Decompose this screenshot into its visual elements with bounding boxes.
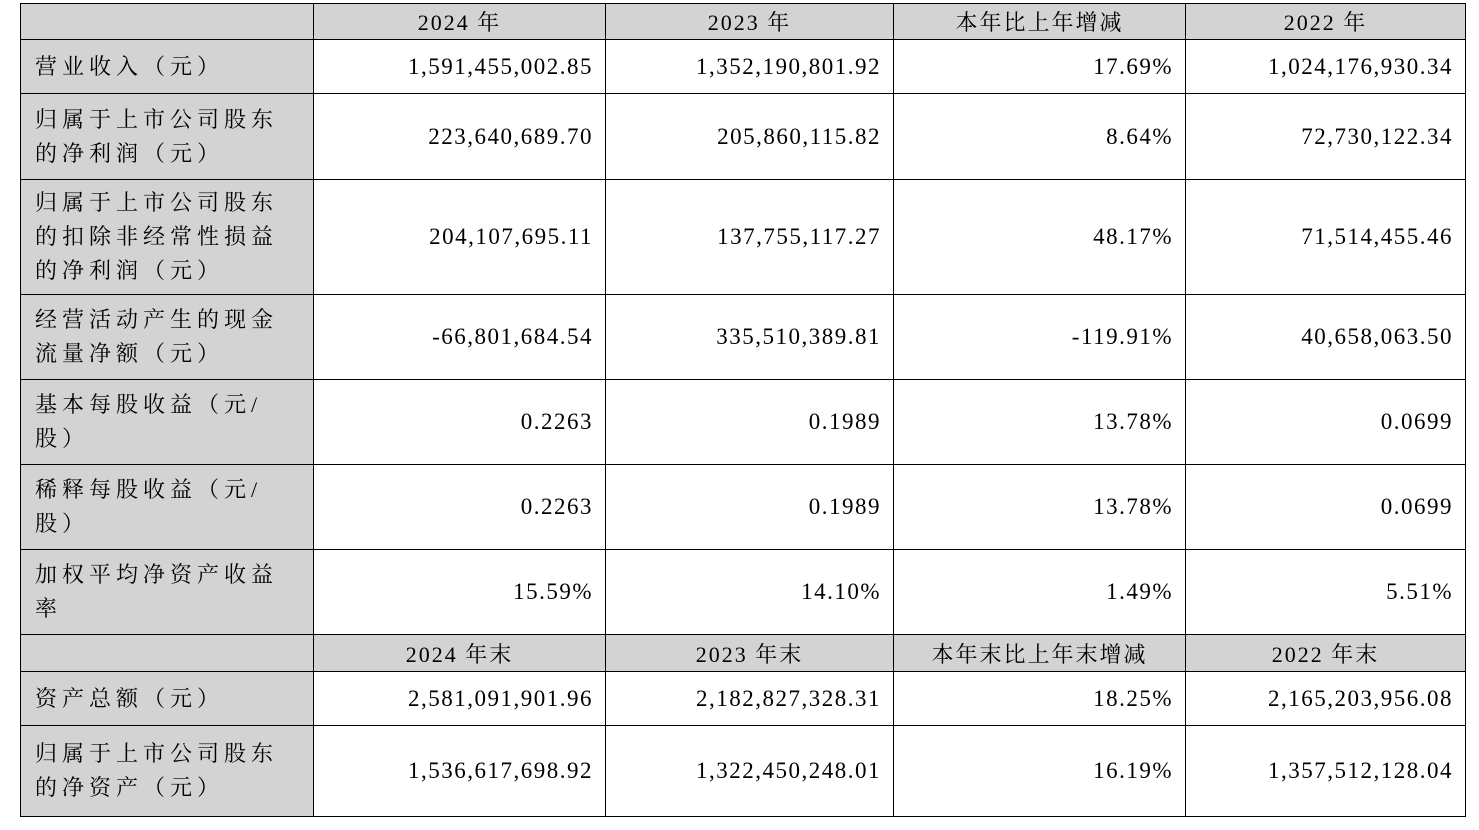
value-cell: -119.91%	[894, 295, 1186, 380]
table-row-operating-cash-flow	[21, 295, 1466, 380]
table-row-weighted-avg-roe	[21, 550, 1466, 635]
value-cell: 205,860,115.82	[606, 94, 894, 180]
value-cell: 204,107,695.11	[314, 180, 606, 295]
value-cell: 1,357,512,128.04	[1186, 726, 1466, 817]
header-corner-cell	[21, 635, 314, 672]
value-cell: 72,730,122.34	[1186, 94, 1466, 180]
value-cell: 1,352,190,801.92	[606, 40, 894, 94]
value-cell: 0.2263	[314, 465, 606, 550]
value-cell: 71,514,455.46	[1186, 180, 1466, 295]
row-label: 归属于上市公司股东的净资产（元）	[21, 726, 314, 817]
value-cell: 2,581,091,901.96	[314, 672, 606, 726]
financial-summary-table	[20, 3, 1466, 817]
value-cell: 335,510,389.81	[606, 295, 894, 380]
header-cell-2022: 2022 年	[1186, 4, 1466, 40]
header-cell-2023-year-end: 2023 年末	[606, 635, 894, 672]
value-cell: 1,024,176,930.34	[1186, 40, 1466, 94]
value-cell: 223,640,689.70	[314, 94, 606, 180]
value-cell: 2,182,827,328.31	[606, 672, 894, 726]
value-cell: 0.1989	[606, 465, 894, 550]
value-cell: 137,755,117.27	[606, 180, 894, 295]
value-cell: 16.19%	[894, 726, 1186, 817]
value-cell: 5.51%	[1186, 550, 1466, 635]
annual-header-row	[21, 4, 1466, 40]
row-label: 归属于上市公司股东的净利润（元）	[21, 94, 314, 180]
header-cell-2024-year-end: 2024 年末	[314, 635, 606, 672]
row-label: 稀释每股收益（元/股）	[21, 465, 314, 550]
row-label: 基本每股收益（元/股）	[21, 380, 314, 465]
value-cell: 1,591,455,002.85	[314, 40, 606, 94]
row-label: 加权平均净资产收益率	[21, 550, 314, 635]
table-row-net-assets	[21, 726, 1466, 817]
row-label: 归属于上市公司股东的扣除非经常性损益的净利润（元）	[21, 180, 314, 295]
year-end-header-row	[21, 635, 1466, 672]
value-cell: 48.17%	[894, 180, 1186, 295]
row-label: 营业收入（元）	[21, 40, 314, 94]
value-cell: 40,658,063.50	[1186, 295, 1466, 380]
value-cell: 2,165,203,956.08	[1186, 672, 1466, 726]
header-corner-cell	[21, 4, 314, 40]
header-cell-year-end-change: 本年末比上年末增减	[894, 635, 1186, 672]
value-cell: 8.64%	[894, 94, 1186, 180]
value-cell: 14.10%	[606, 550, 894, 635]
value-cell: 1.49%	[894, 550, 1186, 635]
table-row-revenue	[21, 40, 1466, 94]
value-cell: 0.0699	[1186, 380, 1466, 465]
header-cell-2023: 2023 年	[606, 4, 894, 40]
value-cell: 17.69%	[894, 40, 1186, 94]
row-label: 经营活动产生的现金流量净额（元）	[21, 295, 314, 380]
value-cell: -66,801,684.54	[314, 295, 606, 380]
table-row-total-assets	[21, 672, 1466, 726]
header-cell-2024: 2024 年	[314, 4, 606, 40]
row-label: 资产总额（元）	[21, 672, 314, 726]
value-cell: 13.78%	[894, 465, 1186, 550]
table-row-basic-eps	[21, 380, 1466, 465]
header-cell-yoy-change: 本年比上年增减	[894, 4, 1186, 40]
value-cell: 1,322,450,248.01	[606, 726, 894, 817]
value-cell: 15.59%	[314, 550, 606, 635]
value-cell: 0.2263	[314, 380, 606, 465]
header-cell-2022-year-end: 2022 年末	[1186, 635, 1466, 672]
value-cell: 1,536,617,698.92	[314, 726, 606, 817]
value-cell: 0.0699	[1186, 465, 1466, 550]
table-row-net-profit	[21, 94, 1466, 180]
value-cell: 13.78%	[894, 380, 1186, 465]
table-row-net-profit-excl-nonrecurring	[21, 180, 1466, 295]
value-cell: 0.1989	[606, 380, 894, 465]
value-cell: 18.25%	[894, 672, 1186, 726]
table-row-diluted-eps	[21, 465, 1466, 550]
